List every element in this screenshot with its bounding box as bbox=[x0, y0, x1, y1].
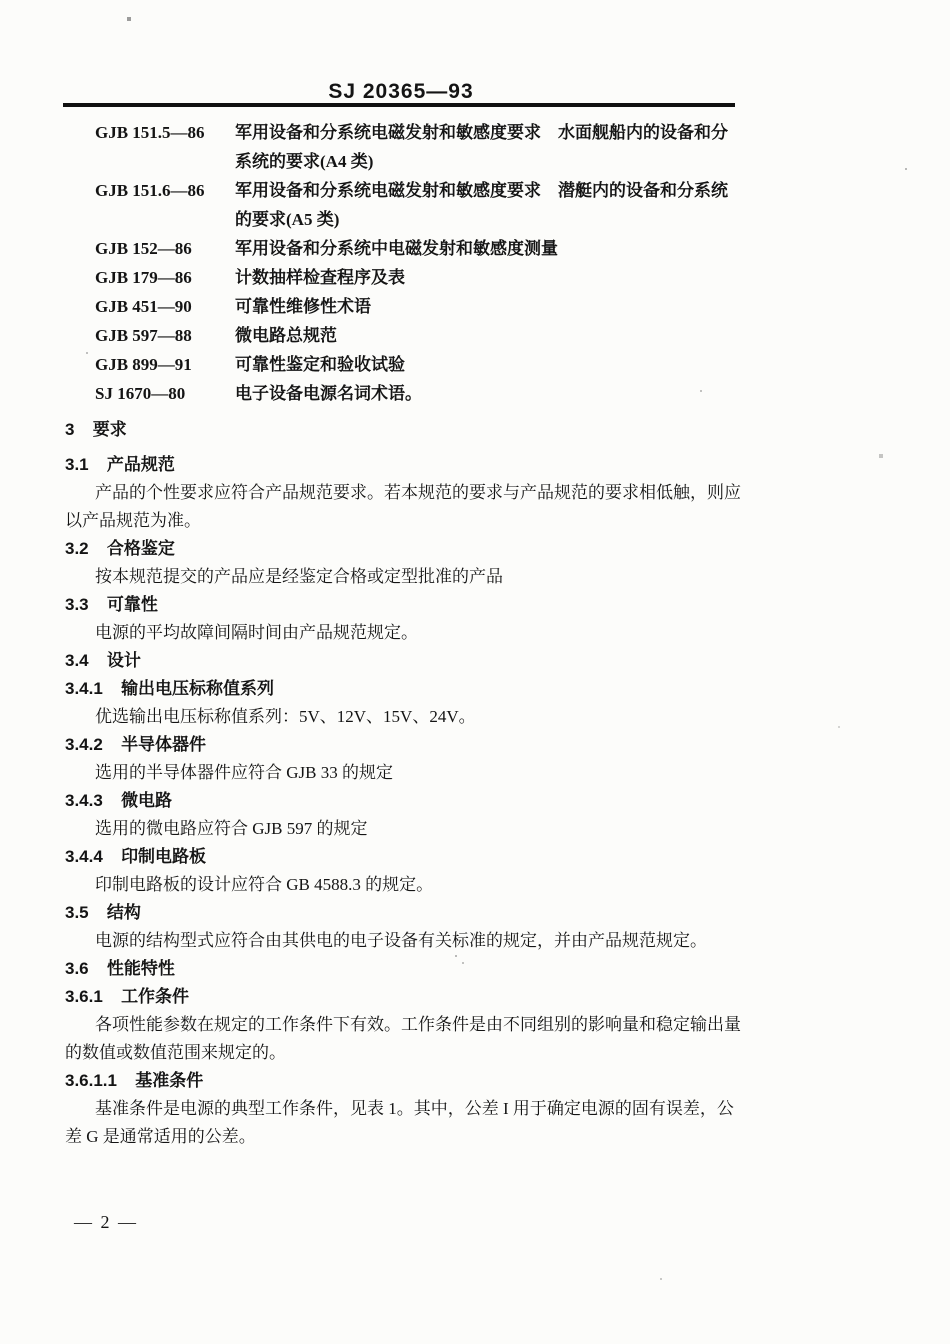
section-heading: 工作条件 bbox=[121, 987, 190, 1006]
paragraph-text: 电源的平均故障间隔时间由产品规范规定。 bbox=[95, 623, 418, 642]
scan-noise-speckles bbox=[0, 0, 2, 2]
body-block bbox=[65, 535, 741, 563]
body-block bbox=[65, 759, 741, 787]
reference-row bbox=[65, 234, 741, 263]
reference-title: 电子设备电源名词术语。 bbox=[235, 384, 422, 403]
section-number: 3.4.3 bbox=[65, 791, 103, 810]
reference-row bbox=[65, 118, 741, 176]
section-heading: 要求 bbox=[92, 420, 127, 439]
section-heading: 结构 bbox=[106, 903, 141, 922]
body-block bbox=[65, 927, 741, 955]
section-number: 3.6 bbox=[65, 959, 89, 978]
paragraph-text: 印制电路板的设计应符合 GB 4588.3 的规定。 bbox=[95, 875, 434, 894]
section-number: 3.1 bbox=[65, 455, 89, 474]
reference-row bbox=[65, 350, 741, 379]
body-block bbox=[65, 899, 741, 927]
referenced-standards-list bbox=[65, 118, 741, 408]
section-number: 3.6.1 bbox=[65, 987, 103, 1006]
section-heading: 印制电路板 bbox=[121, 847, 207, 866]
body-block bbox=[65, 787, 741, 815]
section-number: 3.4 bbox=[65, 651, 89, 670]
section-number: 3 bbox=[65, 420, 75, 439]
paragraph-text: 按本规范提交的产品应是经鉴定合格或定型批准的产品 bbox=[95, 567, 503, 586]
body-block bbox=[65, 451, 741, 479]
body-block bbox=[65, 479, 741, 535]
reference-code: GJB 151.5—86 bbox=[95, 123, 205, 142]
body-block bbox=[65, 871, 741, 899]
body-block bbox=[65, 563, 741, 591]
paragraph-text: 选用的半导体器件应符合 GJB 33 的规定 bbox=[95, 763, 393, 782]
reference-code: GJB 899—91 bbox=[95, 355, 192, 374]
body-block bbox=[65, 675, 741, 703]
reference-code: SJ 1670—80 bbox=[95, 384, 186, 403]
document-content bbox=[65, 118, 741, 1151]
section-heading: 可靠性 bbox=[106, 595, 158, 614]
body-block bbox=[65, 1095, 741, 1151]
section-number: 3.5 bbox=[65, 903, 89, 922]
section-number: 3.4.1 bbox=[65, 679, 103, 698]
reference-title: 微电路总规范 bbox=[235, 326, 337, 345]
section-heading: 基准条件 bbox=[135, 1071, 204, 1090]
body-block bbox=[65, 591, 741, 619]
paragraph-text: 优选输出电压标称值系列：5V、12V、15V、24V。 bbox=[95, 707, 476, 726]
paragraph-text: 产品的个性要求应符合产品规范要求。若本规范的要求与产品规范的要求相低触，则应以产品规范为准。 bbox=[65, 483, 741, 530]
standard-number-header: SJ 20365—93 bbox=[328, 80, 474, 103]
requirements-section bbox=[65, 416, 741, 1151]
reference-title: 军用设备和分系统电磁发射和敏感度要求 水面舰船内的设备和分系统的要求(A4 类) bbox=[235, 123, 728, 171]
reference-code: GJB 451—90 bbox=[95, 297, 192, 316]
reference-title: 计数抽样检查程序及表 bbox=[235, 268, 405, 287]
reference-code: GJB 152—86 bbox=[95, 239, 192, 258]
body-block bbox=[65, 731, 741, 759]
reference-code: GJB 179—86 bbox=[95, 268, 192, 287]
paragraph-text: 电源的结构型式应符合由其供电的电子设备有关标准的规定，并由产品规范规定。 bbox=[95, 931, 707, 950]
reference-row bbox=[65, 321, 741, 350]
section-number: 3.4.2 bbox=[65, 735, 103, 754]
body-block bbox=[65, 647, 741, 675]
body-block bbox=[65, 983, 741, 1011]
header-divider-rule bbox=[63, 103, 735, 107]
section-heading: 设计 bbox=[106, 651, 141, 670]
body-block bbox=[65, 955, 741, 983]
page-number: — 2 — bbox=[74, 1212, 138, 1232]
reference-title: 可靠性鉴定和验收试验 bbox=[235, 355, 405, 374]
paragraph-text: 选用的微电路应符合 GJB 597 的规定 bbox=[95, 819, 368, 838]
section-heading: 输出电压标称值系列 bbox=[121, 679, 275, 698]
section-heading: 半导体器件 bbox=[121, 735, 207, 754]
reference-code: GJB 597—88 bbox=[95, 326, 192, 345]
section-number: 3.6.1.1 bbox=[65, 1071, 117, 1090]
reference-row bbox=[65, 379, 741, 408]
section-number: 3.3 bbox=[65, 595, 89, 614]
paragraph-text: 基准条件是电源的典型工作条件，见表 1。其中，公差 I 用于确定电源的固有误差，公差 G 是通常适用的公差。 bbox=[65, 1099, 734, 1146]
section-heading: 性能特性 bbox=[106, 959, 175, 978]
body-block bbox=[65, 815, 741, 843]
section-heading: 产品规范 bbox=[106, 455, 175, 474]
reference-code: GJB 151.6—86 bbox=[95, 181, 205, 200]
reference-title: 可靠性维修性术语 bbox=[235, 297, 371, 316]
paragraph-text: 各项性能参数在规定的工作条件下有效。工作条件是由不同组别的影响量和稳定输出量的数值或数值范围来规定的。 bbox=[65, 1015, 741, 1062]
reference-title: 军用设备和分系统电磁发射和敏感度要求 潜艇内的设备和分系统的要求(A5 类) bbox=[235, 181, 728, 229]
body-block bbox=[65, 843, 741, 871]
body-block bbox=[65, 619, 741, 647]
body-block bbox=[65, 1011, 741, 1067]
reference-title: 军用设备和分系统中电磁发射和敏感度测量 bbox=[235, 239, 558, 258]
section-heading: 合格鉴定 bbox=[106, 539, 175, 558]
body-block bbox=[65, 416, 741, 444]
reference-row bbox=[65, 263, 741, 292]
section-heading: 微电路 bbox=[121, 791, 173, 810]
body-block bbox=[65, 1067, 741, 1095]
section-number: 3.2 bbox=[65, 539, 89, 558]
body-block bbox=[65, 703, 741, 731]
reference-row bbox=[65, 176, 741, 234]
section-number: 3.4.4 bbox=[65, 847, 103, 866]
reference-row bbox=[65, 292, 741, 321]
